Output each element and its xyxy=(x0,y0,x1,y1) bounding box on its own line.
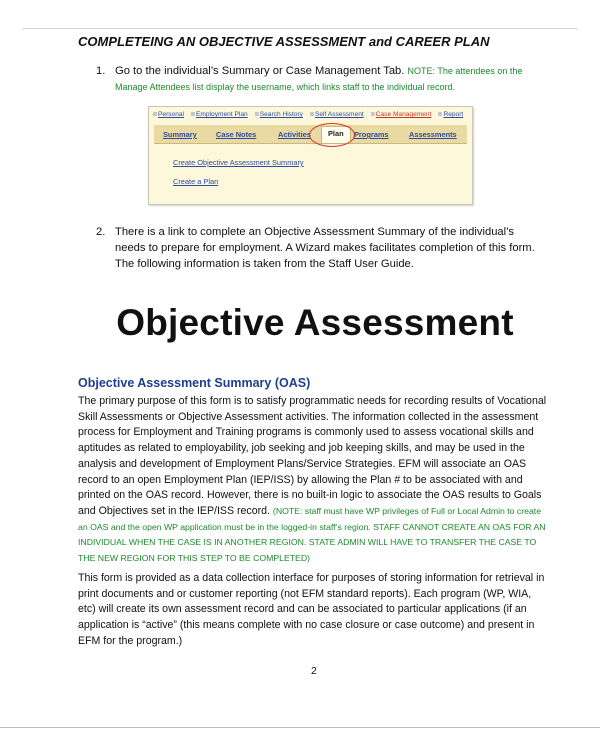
paragraph-purpose xyxy=(78,394,548,567)
create-plan-link: Create a Plan xyxy=(173,177,219,186)
top-divider xyxy=(22,28,578,29)
create-oas-link: Create Objective Assessment Summary xyxy=(173,158,304,167)
nav-personal: Personal xyxy=(153,111,184,121)
nav-employment-plan: Employment Plan xyxy=(191,111,248,121)
nav-search-history: Search History xyxy=(255,111,303,121)
tab-case-notes: Case Notes xyxy=(216,130,257,139)
main-title: Objective Assessment xyxy=(116,302,514,343)
page-heading: COMPLETEING AN OBJECTIVE ASSESSMENT and CAREER PLAN xyxy=(78,34,490,49)
step-text: Go to the individual’s Summary or Case Management Tab. xyxy=(115,65,405,77)
step-body xyxy=(115,63,545,95)
screenshot-top-nav xyxy=(153,111,468,121)
tab-activities: Activities xyxy=(278,130,311,139)
page-number: 2 xyxy=(311,665,317,677)
paragraph-text: The primary purpose of this form is to satisfy programmatic needs for recording results of Vocational Skill Assessments or Objective Assessment activities. The information collected in the assessment process for Employment and Training programs is commonly used to assess vocational skills and aptitudes as related to employability, job seeking and job keeping skills, and may be used in the analysis and development of Employment Plans/Service Strategies. EFM will associate an OAS record to an open Employment Plan (IEP/ISS) by allowing the Plan # to be associated with and printed on the OAS record. However, there is no built-in logic to associate the OAS results to Goals and Objectives set in the IEP/ISS record. xyxy=(78,395,547,517)
step-note: NOTE: The attendees on the Manage Attendees list display the username, which links staff to the individual record. xyxy=(115,66,523,92)
section-title: Objective Assessment Summary (OAS) xyxy=(78,376,311,390)
nav-report: Report xyxy=(438,111,463,121)
step-number: 1. xyxy=(96,65,106,77)
bottom-divider xyxy=(0,727,600,728)
nav-self-assessment: Self Assessment xyxy=(310,111,364,121)
highlight-circle xyxy=(309,123,355,147)
tab-programs: Programs xyxy=(354,130,389,139)
tab-assessments: Assessments xyxy=(409,130,457,139)
step-number: 2. xyxy=(96,226,106,238)
tab-plan: Plan xyxy=(321,126,351,143)
embedded-screenshot xyxy=(148,106,473,205)
paragraph-data-collection: This form is provided as a data collection interface for purposes of storing information for retrieval in print documents and or customer reporting (not EFM standard reports). Each program (WP, WIA, etc) will create its own assessment record and can be associated to particular applications (if an application is “active” (this means complete with no case closure or case outcome) and present in EFM for the program.) xyxy=(78,572,545,647)
step-body: There is a link to complete an Objective Assessment Summary of the individual’s needs to prepare for employment. A Wizard makes facilitates completion of this form. The following information is taken from the Staff User Guide. xyxy=(115,226,535,270)
paragraph-note: (NOTE: staff must have WP privileges of Full or Local Admin to create an OAS and the open WP application must be in the logged-in staff’s region. STAFF CANNOT CREATE AN OAS FOR AN INDIVIDUAL WHEN THE CASE IS IN ANOTHER REGION. STATE ADMIN WILL HAVE TO TRANSFER THE CASE TO THE NEW REGION FOR THIS STEP TO BE COMPLETED) xyxy=(78,505,546,564)
nav-case-management: Case Management xyxy=(371,111,432,121)
tab-summary: Summary xyxy=(163,130,197,139)
